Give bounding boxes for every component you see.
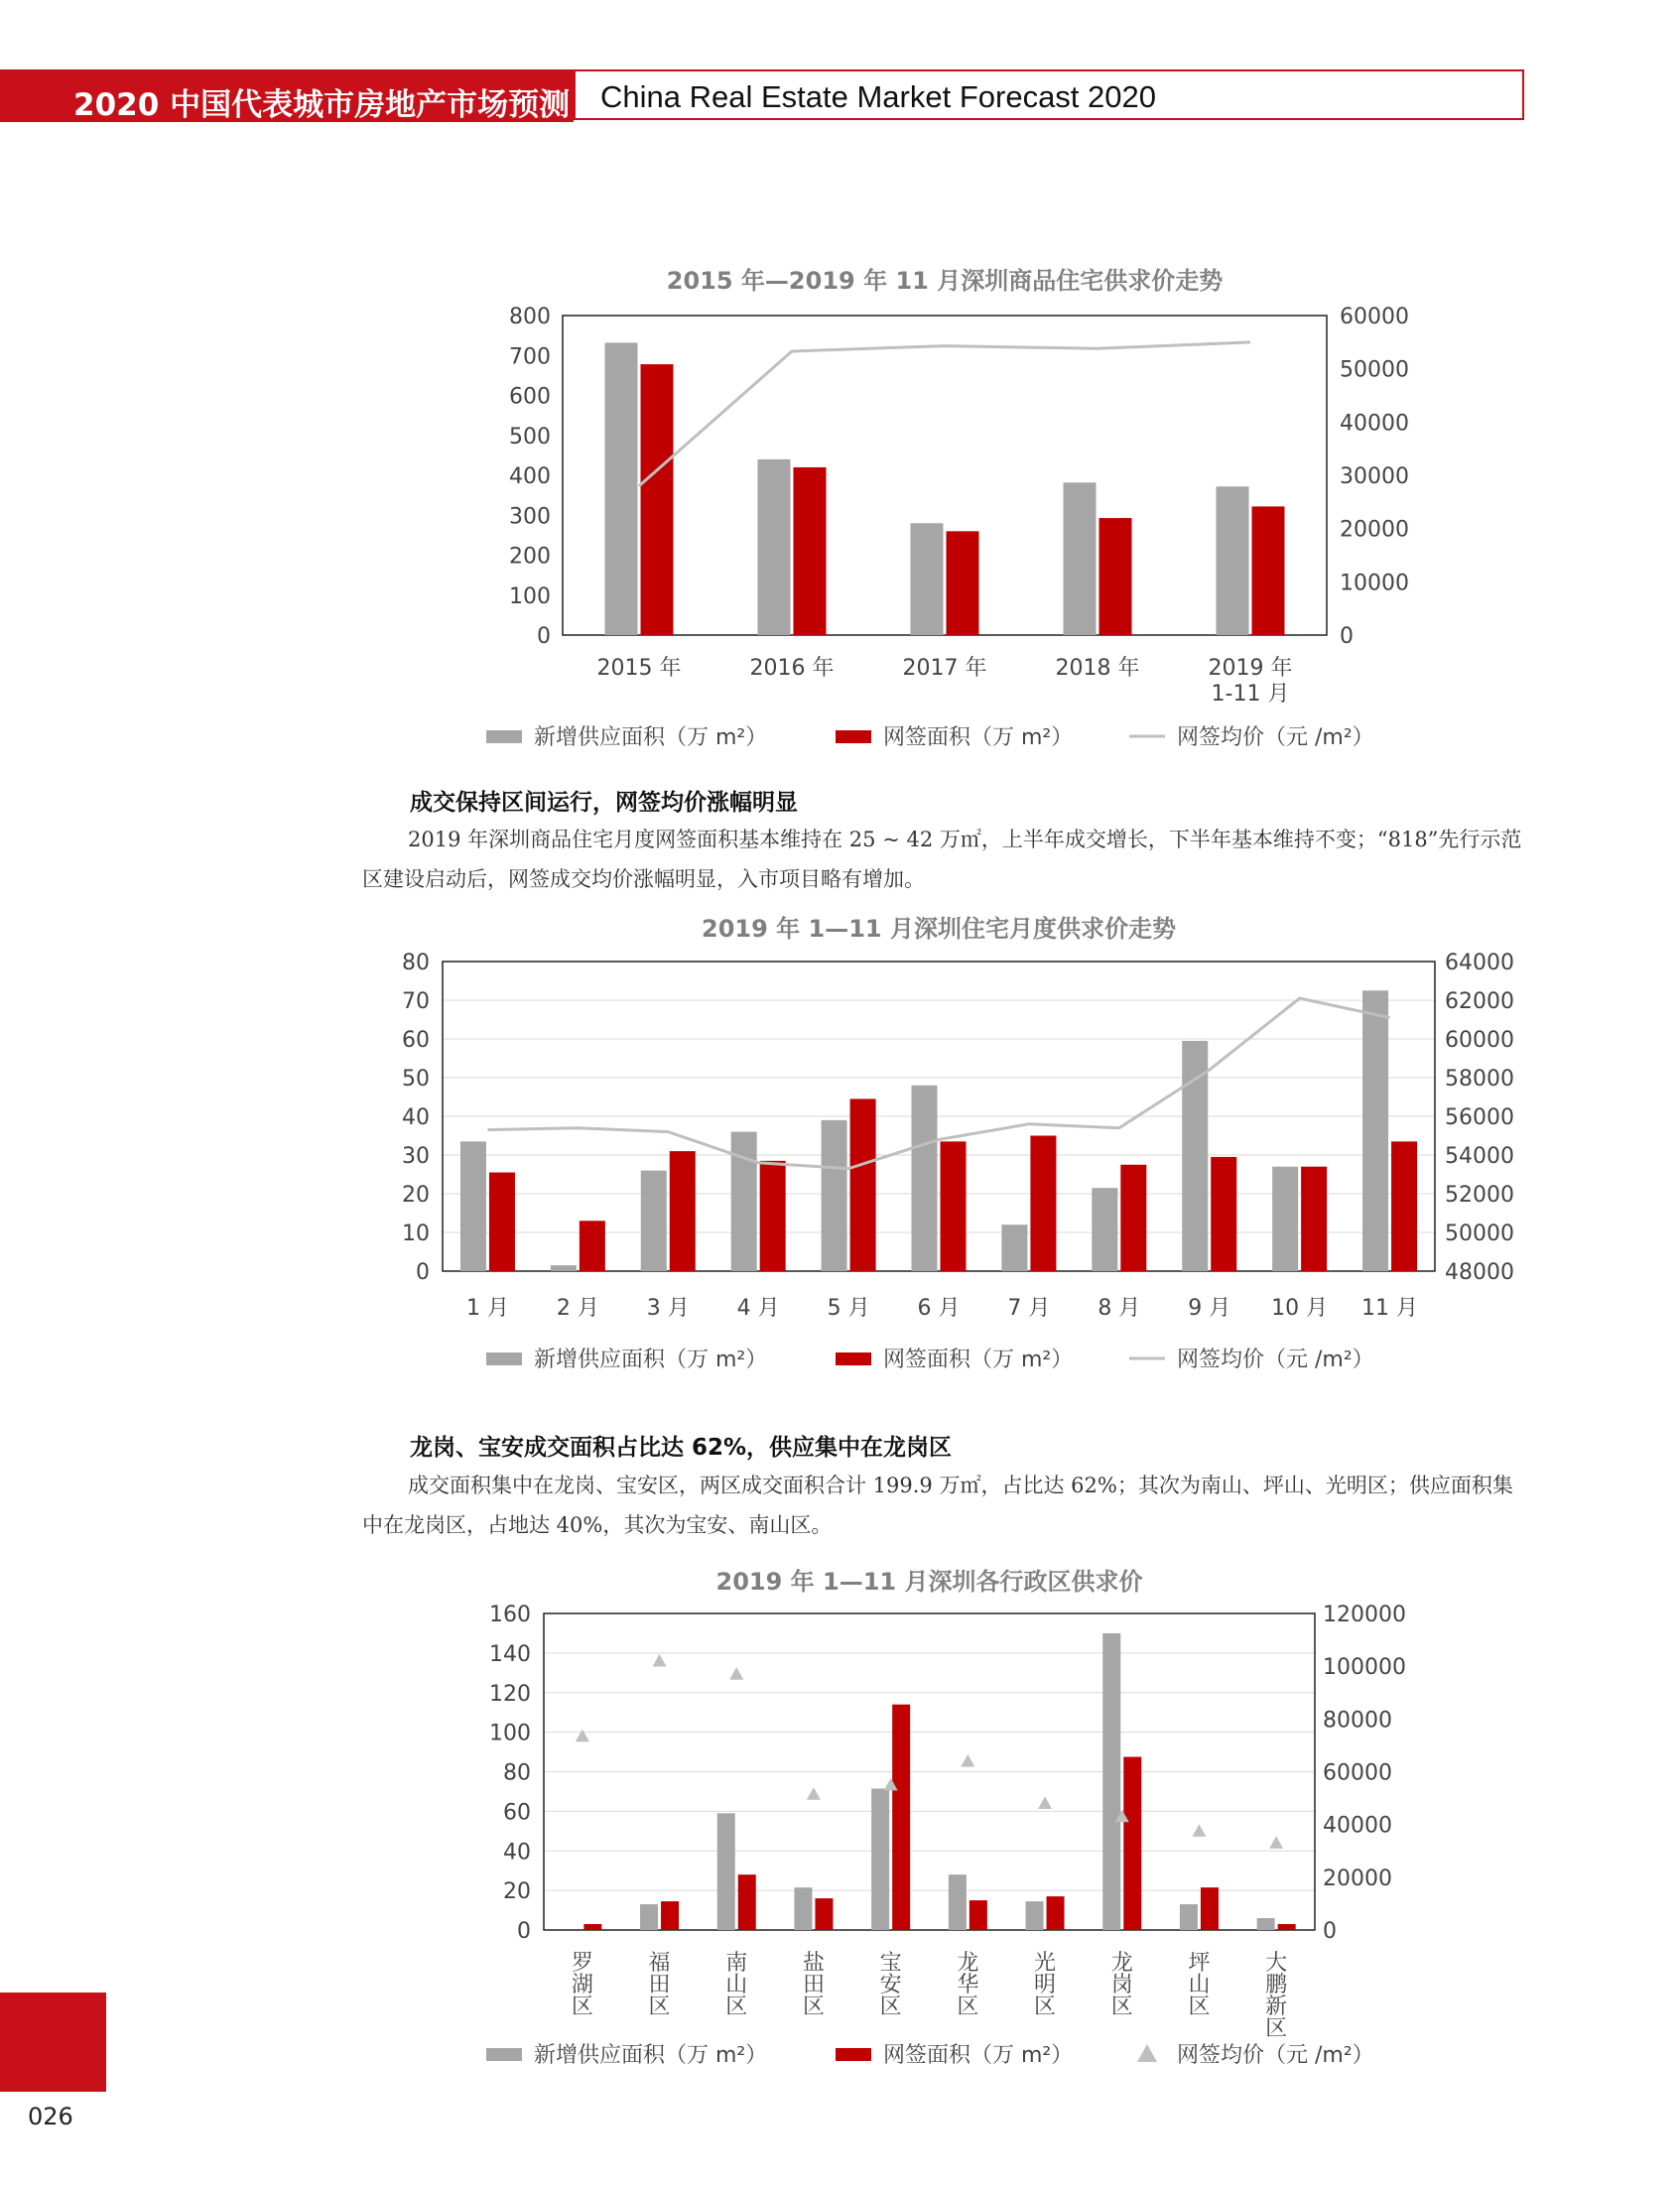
price-point	[729, 1667, 743, 1680]
x-tick-label: 龙华区	[957, 1951, 979, 2019]
bar-signed	[583, 1924, 601, 1930]
y-tick-label: 0	[537, 624, 551, 649]
x-tick-label: 2015 年	[596, 656, 682, 681]
y2-tick-label: 50000	[1445, 1222, 1514, 1246]
y-tick-label: 20	[503, 1879, 531, 1905]
bar-supply	[717, 1813, 735, 1930]
y2-tick-label: 54000	[1445, 1144, 1514, 1169]
price-point	[576, 1730, 589, 1742]
x-tick-label: 10 月	[1271, 1296, 1329, 1321]
x-tick-label: 南山区	[725, 1951, 748, 2019]
y-tick-label: 600	[509, 384, 551, 410]
chart-title: 2019 年 1—11 月深圳各行政区供求价	[715, 1568, 1143, 1596]
y2-tick-label: 0	[1323, 1919, 1337, 1944]
y-tick-label: 140	[489, 1641, 531, 1667]
legend-supply: 新增供应面积（万 m²）	[534, 2043, 768, 2068]
legend-signed: 网签面积（万 m²）	[883, 1348, 1074, 1372]
y-tick-label: 80	[402, 951, 430, 975]
y2-tick-label: 64000	[1445, 951, 1514, 975]
y-tick-label: 0	[416, 1260, 430, 1285]
price-point	[1192, 1824, 1206, 1837]
section-paragraph-1: 2019 年深圳商品住宅月度网签面积基本维持在 25 ~ 42 万㎡，上半年成交增长，下半年基本维持不变；“818”先行示范区建设启动后，网签成交均价涨幅明显，入市项目略有增加。	[362, 828, 1522, 891]
bar-signed	[1047, 1896, 1065, 1930]
y-tick-label: 800	[509, 305, 551, 329]
x-tick-label: 1 月	[465, 1296, 509, 1321]
x-tick-label: 5 月	[827, 1296, 870, 1321]
bar-supply	[1257, 1918, 1275, 1930]
x-tick-label: 光明区	[1034, 1951, 1057, 2019]
bar-signed	[815, 1898, 833, 1930]
bar-signed	[892, 1705, 910, 1930]
x-tick-label: 3 月	[646, 1296, 690, 1321]
header-en-title: China Real Estate Market Forecast 2020	[600, 79, 1156, 114]
bar-supply	[1102, 1633, 1120, 1930]
y2-tick-label: 0	[1340, 624, 1354, 649]
y2-tick-label: 20000	[1340, 517, 1409, 543]
bar-supply	[1180, 1904, 1198, 1930]
price-point	[1038, 1796, 1052, 1809]
x-tick-label: 8 月	[1098, 1296, 1141, 1321]
bar-signed	[1278, 1924, 1296, 1930]
footer-red-block	[0, 1993, 106, 2092]
x-tick-label: 大鹏新区	[1265, 1951, 1288, 2041]
x-tick-label: 1-11 月	[1211, 682, 1290, 707]
x-tick-label: 2018 年	[1055, 656, 1140, 681]
y2-tick-label: 100000	[1323, 1655, 1406, 1681]
chart-title: 2015 年—2019 年 11 月深圳商品住宅供求价走势	[666, 267, 1224, 295]
section-heading-1: 成交保持区间运行，网签均价涨幅明显	[410, 790, 798, 816]
legend-price: 网签均价（元 /m²）	[1177, 2043, 1374, 2068]
y-tick-label: 0	[517, 1919, 531, 1944]
bar-signed	[969, 1900, 987, 1930]
y2-tick-label: 60000	[1445, 1028, 1514, 1053]
x-tick-label: 坪山区	[1188, 1951, 1211, 2019]
y-tick-label: 100	[489, 1721, 531, 1746]
y-tick-label: 500	[509, 424, 551, 450]
y-tick-label: 100	[509, 583, 551, 609]
legend-price: 网签均价（元 /m²）	[1177, 1348, 1374, 1372]
x-tick-label: 罗湖区	[571, 1951, 593, 2019]
x-tick-label: 盐田区	[802, 1951, 825, 2019]
x-tick-label: 2 月	[556, 1296, 599, 1321]
legend-price: 网签均价（元 /m²）	[1177, 725, 1374, 750]
legend-swatch-signed	[836, 2048, 871, 2061]
y2-tick-label: 80000	[1323, 1708, 1392, 1734]
price-point	[653, 1654, 667, 1667]
y-tick-label: 30	[402, 1144, 430, 1169]
y2-tick-label: 120000	[1323, 1603, 1406, 1627]
y2-tick-label: 58000	[1445, 1067, 1514, 1092]
bar-signed	[661, 1901, 679, 1930]
y-tick-label: 300	[509, 504, 551, 530]
y-tick-label: 20	[402, 1183, 430, 1208]
legend-swatch-supply	[486, 2048, 522, 2061]
x-tick-label: 6 月	[917, 1296, 961, 1321]
x-tick-label: 2017 年	[902, 656, 987, 681]
y-tick-label: 700	[509, 344, 551, 370]
y2-tick-label: 48000	[1445, 1260, 1514, 1285]
x-tick-label: 7 月	[1007, 1296, 1051, 1321]
y-tick-label: 40	[503, 1840, 531, 1866]
y2-tick-label: 50000	[1340, 357, 1409, 383]
y-tick-label: 120	[489, 1681, 531, 1707]
x-tick-label: 福田区	[648, 1951, 671, 2019]
y-tick-label: 60	[402, 1028, 430, 1053]
x-tick-label: 11 月	[1361, 1296, 1419, 1321]
bar-supply	[794, 1887, 812, 1930]
legend-signed: 网签面积（万 m²）	[883, 725, 1074, 750]
y2-tick-label: 56000	[1445, 1105, 1514, 1130]
x-tick-label: 2019 年	[1208, 656, 1293, 681]
y-tick-label: 400	[509, 464, 551, 489]
x-tick-label: 4 月	[736, 1296, 780, 1321]
bar-signed	[738, 1874, 756, 1930]
price-point	[961, 1754, 974, 1767]
chart-title: 2019 年 1—11 月深圳住宅月度供求价走势	[702, 915, 1176, 943]
bar-signed	[1201, 1887, 1219, 1930]
legend-swatch-price	[1137, 2044, 1157, 2062]
x-tick-label: 2016 年	[749, 656, 835, 681]
y2-tick-label: 62000	[1445, 989, 1514, 1014]
y-tick-label: 200	[509, 544, 551, 570]
y2-tick-label: 52000	[1445, 1183, 1514, 1208]
price-point	[807, 1787, 821, 1800]
legend-supply: 新增供应面积（万 m²）	[534, 1348, 768, 1372]
x-tick-label: 9 月	[1188, 1296, 1231, 1321]
section-heading-2: 龙岗、宝安成交面积占比达 62%，供应集中在龙岗区	[410, 1435, 953, 1461]
price-point	[1269, 1836, 1283, 1849]
y2-tick-label: 60000	[1340, 305, 1409, 329]
y-tick-label: 60	[503, 1800, 531, 1826]
y-tick-label: 10	[402, 1222, 430, 1246]
bar-supply	[1026, 1901, 1044, 1930]
bar-supply	[640, 1904, 658, 1930]
bar-signed	[1123, 1757, 1141, 1930]
y2-tick-label: 30000	[1340, 464, 1409, 489]
bar-supply	[871, 1788, 889, 1930]
legend-supply: 新增供应面积（万 m²）	[534, 725, 768, 750]
page-number: 026	[28, 2103, 73, 2130]
y2-tick-label: 10000	[1340, 571, 1409, 596]
y2-tick-label: 40000	[1323, 1813, 1392, 1839]
y-tick-label: 160	[489, 1603, 531, 1627]
header-cn-title: 2020 中国代表城市房地产市场预测	[73, 87, 571, 123]
section-paragraph-2: 成交面积集中在龙岗、宝安区，两区成交面积合计 199.9 万㎡，占比达 62%；其次为南山、坪山、光明区；供应面积集中在龙岗区，占地达 40%，其次为宝安、南山区。	[362, 1474, 1513, 1537]
x-tick-label: 龙岗区	[1110, 1951, 1133, 2019]
x-tick-label: 宝安区	[879, 1951, 902, 2019]
y2-tick-label: 20000	[1323, 1866, 1392, 1891]
y-tick-label: 70	[402, 989, 430, 1014]
y-tick-label: 40	[402, 1105, 430, 1130]
y2-tick-label: 40000	[1340, 411, 1409, 437]
y-tick-label: 50	[402, 1067, 430, 1092]
legend-signed: 网签面积（万 m²）	[883, 2043, 1074, 2068]
bar-supply	[949, 1874, 967, 1930]
y-tick-label: 80	[503, 1760, 531, 1786]
y2-tick-label: 60000	[1323, 1760, 1392, 1786]
